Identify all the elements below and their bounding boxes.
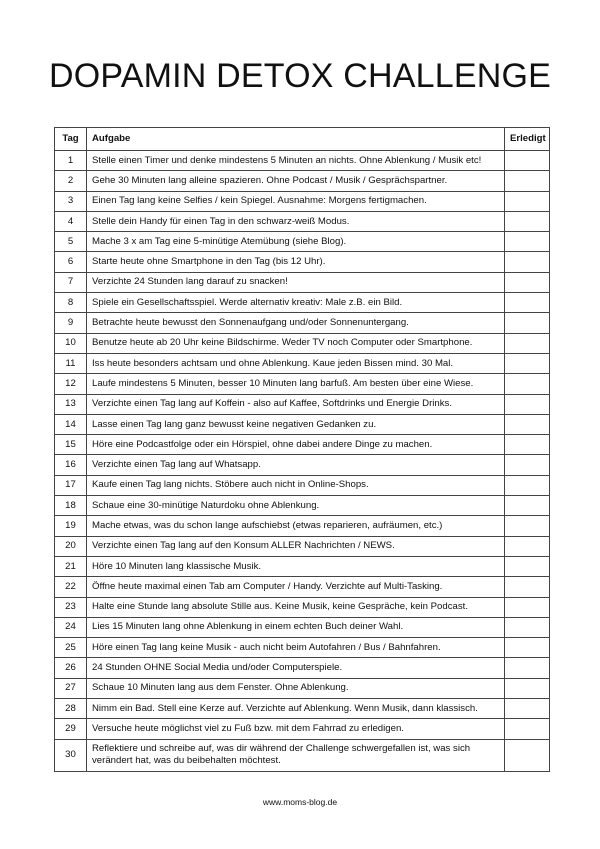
done-checkbox-cell[interactable] <box>505 435 550 455</box>
table-row <box>55 475 550 495</box>
table-row <box>55 739 550 771</box>
task-text: Einen Tag lang keine Selfies / kein Spiegel. Ausnahme: Morgens fertigmachen. <box>87 191 505 211</box>
day-number: 23 <box>55 597 87 617</box>
day-number: 28 <box>55 699 87 719</box>
day-number: 16 <box>55 455 87 475</box>
day-number: 19 <box>55 516 87 536</box>
day-number: 2 <box>55 171 87 191</box>
day-number: 11 <box>55 353 87 373</box>
task-text: Verzichte 24 Stunden lang darauf zu snacken! <box>87 272 505 292</box>
day-number: 27 <box>55 678 87 698</box>
task-text: Schaue eine 30-minütige Naturdoku ohne Ablenkung. <box>87 496 505 516</box>
task-text: Stelle einen Timer und denke mindestens 5 Minuten an nichts. Ohne Ablenkung / Musik etc! <box>87 151 505 171</box>
table-header-row <box>55 128 550 151</box>
done-checkbox-cell[interactable] <box>505 252 550 272</box>
day-number: 29 <box>55 719 87 739</box>
table-row <box>55 536 550 556</box>
day-number: 15 <box>55 435 87 455</box>
table-row <box>55 577 550 597</box>
table-row <box>55 394 550 414</box>
done-checkbox-cell[interactable] <box>505 191 550 211</box>
table-row <box>55 232 550 252</box>
day-number: 22 <box>55 577 87 597</box>
column-header-day: Tag <box>55 128 87 151</box>
day-number: 20 <box>55 536 87 556</box>
done-checkbox-cell[interactable] <box>505 699 550 719</box>
task-text: Höre eine Podcastfolge oder ein Hörspiel, ohne dabei andere Dinge zu machen. <box>87 435 505 455</box>
day-number: 7 <box>55 272 87 292</box>
done-checkbox-cell[interactable] <box>505 678 550 698</box>
done-checkbox-cell[interactable] <box>505 658 550 678</box>
day-number: 5 <box>55 232 87 252</box>
task-text: Benutze heute ab 20 Uhr keine Bildschirme. Weder TV noch Computer oder Smartphone. <box>87 333 505 353</box>
table-row <box>55 313 550 333</box>
day-number: 21 <box>55 556 87 576</box>
task-text: Höre einen Tag lang keine Musik - auch nicht beim Autofahren / Bus / Bahnfahren. <box>87 638 505 658</box>
task-text: Iss heute besonders achtsam und ohne Ablenkung. Kaue jeden Bissen mind. 30 Mal. <box>87 353 505 373</box>
table-row <box>55 597 550 617</box>
table-row <box>55 617 550 637</box>
table-row <box>55 496 550 516</box>
task-text: Versuche heute möglichst viel zu Fuß bzw. mit dem Fahrrad zu erledigen. <box>87 719 505 739</box>
footer-url: www.moms-blog.de <box>262 797 338 807</box>
task-text: Spiele ein Gesellschaftsspiel. Werde alternativ kreativ: Male z.B. ein Bild. <box>87 293 505 313</box>
table-row <box>55 374 550 394</box>
day-number: 26 <box>55 658 87 678</box>
task-text: Mache 3 x am Tag eine 5-minütige Atemübung (siehe Blog). <box>87 232 505 252</box>
task-text: Kaufe einen Tag lang nichts. Stöbere auch nicht in Online-Shops. <box>87 475 505 495</box>
day-number: 13 <box>55 394 87 414</box>
table-row <box>55 455 550 475</box>
table-row <box>55 678 550 698</box>
done-checkbox-cell[interactable] <box>505 455 550 475</box>
task-text: Stelle dein Handy für einen Tag in den schwarz-weiß Modus. <box>87 211 505 231</box>
done-checkbox-cell[interactable] <box>505 496 550 516</box>
table-row <box>55 638 550 658</box>
table-row <box>55 252 550 272</box>
table-row <box>55 293 550 313</box>
day-number: 17 <box>55 475 87 495</box>
day-number: 3 <box>55 191 87 211</box>
day-number: 18 <box>55 496 87 516</box>
done-checkbox-cell[interactable] <box>505 232 550 252</box>
day-number: 8 <box>55 293 87 313</box>
day-number: 25 <box>55 638 87 658</box>
task-text: 24 Stunden OHNE Social Media und/oder Computerspiele. <box>87 658 505 678</box>
day-number: 24 <box>55 617 87 637</box>
task-text: Mache etwas, was du schon lange aufschiebst (etwas reparieren, aufräumen, etc.) <box>87 516 505 536</box>
done-checkbox-cell[interactable] <box>505 414 550 434</box>
task-text: Nimm ein Bad. Stell eine Kerze auf. Verzichte auf Ablenkung. Wenn Musik, dann klassisch. <box>87 699 505 719</box>
table-row <box>55 556 550 576</box>
done-checkbox-cell[interactable] <box>505 597 550 617</box>
done-checkbox-cell[interactable] <box>505 313 550 333</box>
done-checkbox-cell[interactable] <box>505 293 550 313</box>
day-number: 10 <box>55 333 87 353</box>
table-row <box>55 699 550 719</box>
done-checkbox-cell[interactable] <box>505 577 550 597</box>
task-text: Höre 10 Minuten lang klassische Musik. <box>87 556 505 576</box>
done-checkbox-cell[interactable] <box>505 353 550 373</box>
table-row <box>55 353 550 373</box>
table-row <box>55 211 550 231</box>
done-checkbox-cell[interactable] <box>505 536 550 556</box>
done-checkbox-cell[interactable] <box>505 475 550 495</box>
day-number: 4 <box>55 211 87 231</box>
task-text: Gehe 30 Minuten lang alleine spazieren. Ohne Podcast / Musik / Gesprächspartner. <box>87 171 505 191</box>
done-checkbox-cell[interactable] <box>505 719 550 739</box>
task-text: Verzichte einen Tag lang auf Koffein - also auf Kaffee, Softdrinks und Energie Drinks. <box>87 394 505 414</box>
task-text: Reflektiere und schreibe auf, was dir während der Challenge schwergefallen ist, was sich verändert hat, was du beibehalten möchtest. <box>87 739 505 771</box>
task-text: Verzichte einen Tag lang auf den Konsum ALLER Nachrichten / NEWS. <box>87 536 505 556</box>
day-number: 6 <box>55 252 87 272</box>
task-text: Betrachte heute bewusst den Sonnenaufgang und/oder Sonnenuntergang. <box>87 313 505 333</box>
task-text: Starte heute ohne Smartphone in den Tag (bis 12 Uhr). <box>87 252 505 272</box>
table-row <box>55 272 550 292</box>
done-checkbox-cell[interactable] <box>505 333 550 353</box>
done-checkbox-cell[interactable] <box>505 374 550 394</box>
task-text: Laufe mindestens 5 Minuten, besser 10 Minuten lang barfuß. Am besten über eine Wiese. <box>87 374 505 394</box>
column-header-done: Erledigt <box>505 128 550 151</box>
day-number: 1 <box>55 151 87 171</box>
day-number: 30 <box>55 739 87 771</box>
table-row <box>55 658 550 678</box>
day-number: 9 <box>55 313 87 333</box>
done-checkbox-cell[interactable] <box>505 151 550 171</box>
done-checkbox-cell[interactable] <box>505 211 550 231</box>
table-row <box>55 333 550 353</box>
table-row <box>55 191 550 211</box>
challenge-table <box>54 127 550 772</box>
done-checkbox-cell[interactable] <box>505 617 550 637</box>
table-row <box>55 516 550 536</box>
done-checkbox-cell[interactable] <box>505 394 550 414</box>
done-checkbox-cell[interactable] <box>505 171 550 191</box>
done-checkbox-cell[interactable] <box>505 516 550 536</box>
day-number: 12 <box>55 374 87 394</box>
task-text: Verzichte einen Tag lang auf Whatsapp. <box>87 455 505 475</box>
table-row <box>55 435 550 455</box>
task-text: Öffne heute maximal einen Tab am Computer / Handy. Verzichte auf Multi-Tasking. <box>87 577 505 597</box>
done-checkbox-cell[interactable] <box>505 638 550 658</box>
day-number: 14 <box>55 414 87 434</box>
table-row <box>55 171 550 191</box>
task-text: Schaue 10 Minuten lang aus dem Fenster. Ohne Ablenkung. <box>87 678 505 698</box>
task-text: Lies 15 Minuten lang ohne Ablenkung in einem echten Buch deiner Wahl. <box>87 617 505 637</box>
table-row <box>55 719 550 739</box>
table-row <box>55 151 550 171</box>
task-text: Lasse einen Tag lang ganz bewusst keine negativen Gedanken zu. <box>87 414 505 434</box>
page-title: DOPAMIN DETOX CHALLENGE <box>48 57 552 95</box>
done-checkbox-cell[interactable] <box>505 272 550 292</box>
column-header-task: Aufgabe <box>87 128 505 151</box>
table-row <box>55 414 550 434</box>
done-checkbox-cell[interactable] <box>505 556 550 576</box>
done-checkbox-cell[interactable] <box>505 739 550 771</box>
task-text: Halte eine Stunde lang absolute Stille aus. Keine Musik, keine Gespräche, kein Podcast. <box>87 597 505 617</box>
